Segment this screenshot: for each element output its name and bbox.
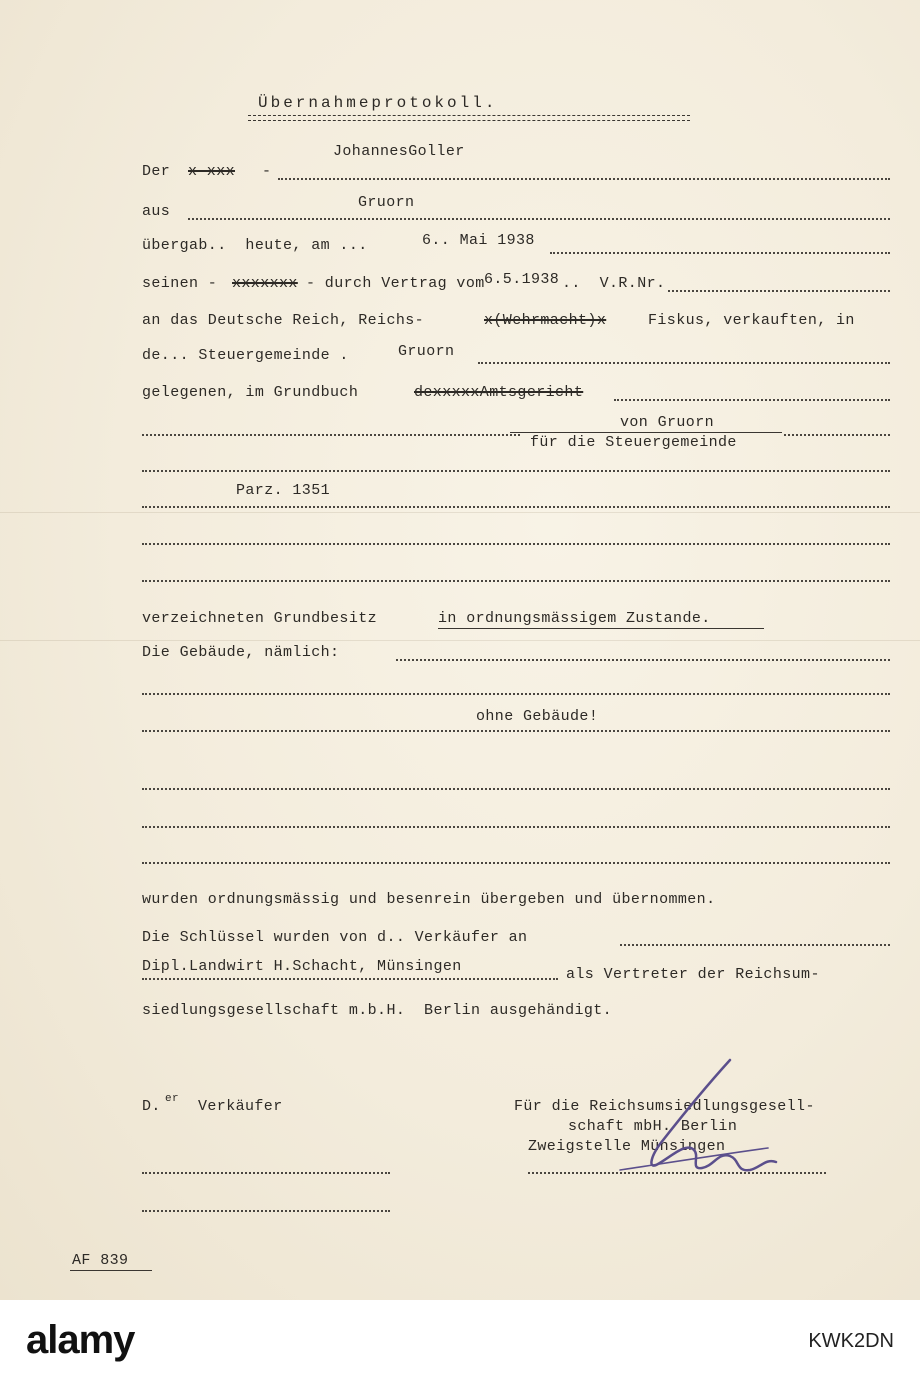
dotted-line [278, 178, 890, 180]
origin-place: Gruorn [358, 194, 415, 211]
dotted-line [550, 252, 890, 254]
dotted-line [142, 470, 890, 472]
footer-bar [0, 1300, 920, 1390]
dash: - [262, 163, 272, 180]
paper-fold [0, 640, 920, 641]
text-vertrag: - durch Vertrag vom [306, 275, 485, 292]
text-fiskus: Fiskus, verkauften, in [648, 312, 855, 329]
signature-line [142, 1172, 390, 1174]
underline [438, 628, 764, 629]
text-zustand: in ordnungsmässigem Zustande. [438, 610, 711, 627]
dotted-line [142, 434, 520, 436]
text-ohne-gebaeude: ohne Gebäude! [476, 708, 599, 725]
dotted-line [142, 862, 890, 864]
reference-number: AF 839 [72, 1252, 129, 1269]
handwritten-signature [590, 1052, 790, 1192]
tax-district: Gruorn [398, 343, 455, 360]
text-vrnr: .. V.R.Nr. [562, 275, 666, 292]
dotted-line [620, 944, 890, 946]
text-vertreter: als Vertreter der Reichsum- [566, 966, 820, 983]
text-grundbuch: gelegenen, im Grundbuch [142, 384, 359, 401]
underline [510, 432, 782, 433]
dotted-line [142, 788, 890, 790]
dotted-line [396, 659, 890, 661]
struck-text: x(Wehrmacht)x [484, 312, 607, 329]
document-title: Übernahmeprotokoll. [258, 94, 498, 112]
dotted-line [142, 543, 890, 545]
dotted-line [142, 693, 890, 695]
text-gebaeude: Die Gebäude, nämlich: [142, 644, 340, 661]
struck-text: xxxxxxx [232, 275, 298, 292]
company-line-1: Für die Reichsumsiedlungsgesell- [514, 1098, 815, 1115]
text-reich: an das Deutsche Reich, Reichs- [142, 312, 425, 329]
text-fuer-die-steuergemeinde: für die Steuergemeinde [530, 434, 737, 451]
seller-er: er [165, 1093, 180, 1105]
label-der: Der [142, 163, 171, 180]
text-grundbesitz: verzeichneten Grundbesitz [142, 610, 378, 627]
title-double-underline [248, 115, 690, 121]
dotted-line [142, 580, 890, 582]
text-uebergeben: wurden ordnungsmässig und besenrein übergeben und übernommen. [142, 891, 716, 908]
signature-line [142, 1210, 390, 1212]
land-register-place: von Gruorn [620, 414, 715, 431]
seller-name: JohannesGoller [333, 143, 465, 160]
transfer-date: 6.. Mai 1938 [422, 232, 535, 249]
dotted-line [478, 362, 890, 364]
contract-date: 6.5.1938 [484, 271, 560, 288]
text-seinen: seinen - [142, 275, 218, 292]
text-schluessel: Die Schlüssel wurden von d.. Verkäufer an [142, 929, 528, 946]
struck-text: dexxxxxAmtsgericht [414, 384, 584, 401]
dotted-line [614, 399, 890, 401]
dotted-line [188, 218, 890, 220]
struck-text: x xxx [188, 163, 236, 180]
label-aus: aus [142, 203, 171, 220]
parcel-number: Parz. 1351 [236, 482, 331, 499]
dotted-line [142, 506, 890, 508]
dotted-line [142, 826, 890, 828]
company-line-2: schaft mbH. Berlin [568, 1118, 738, 1135]
dotted-line [142, 978, 558, 980]
seller-d: D. [142, 1098, 161, 1115]
seller-label: Verkäufer [198, 1098, 283, 1115]
dotted-line [784, 434, 890, 436]
paper-fold [0, 512, 920, 513]
alamy-logo: alamy [26, 1318, 135, 1362]
underline [70, 1270, 152, 1271]
text-steuergemeinde: de... Steuergemeinde . [142, 347, 349, 364]
dotted-line [142, 730, 890, 732]
image-id: KWK2DN [808, 1330, 894, 1352]
transfer-date-label: übergab.. heute, am ... [142, 237, 368, 254]
representative-name: Dipl.Landwirt H.Schacht, Münsingen [142, 958, 462, 975]
dotted-line [668, 290, 890, 292]
company-line-3: Zweigstelle Münsingen [528, 1138, 726, 1155]
text-ausgehaendigt: siedlungsgesellschaft m.b.H. Berlin ausgehändigt. [142, 1002, 613, 1019]
